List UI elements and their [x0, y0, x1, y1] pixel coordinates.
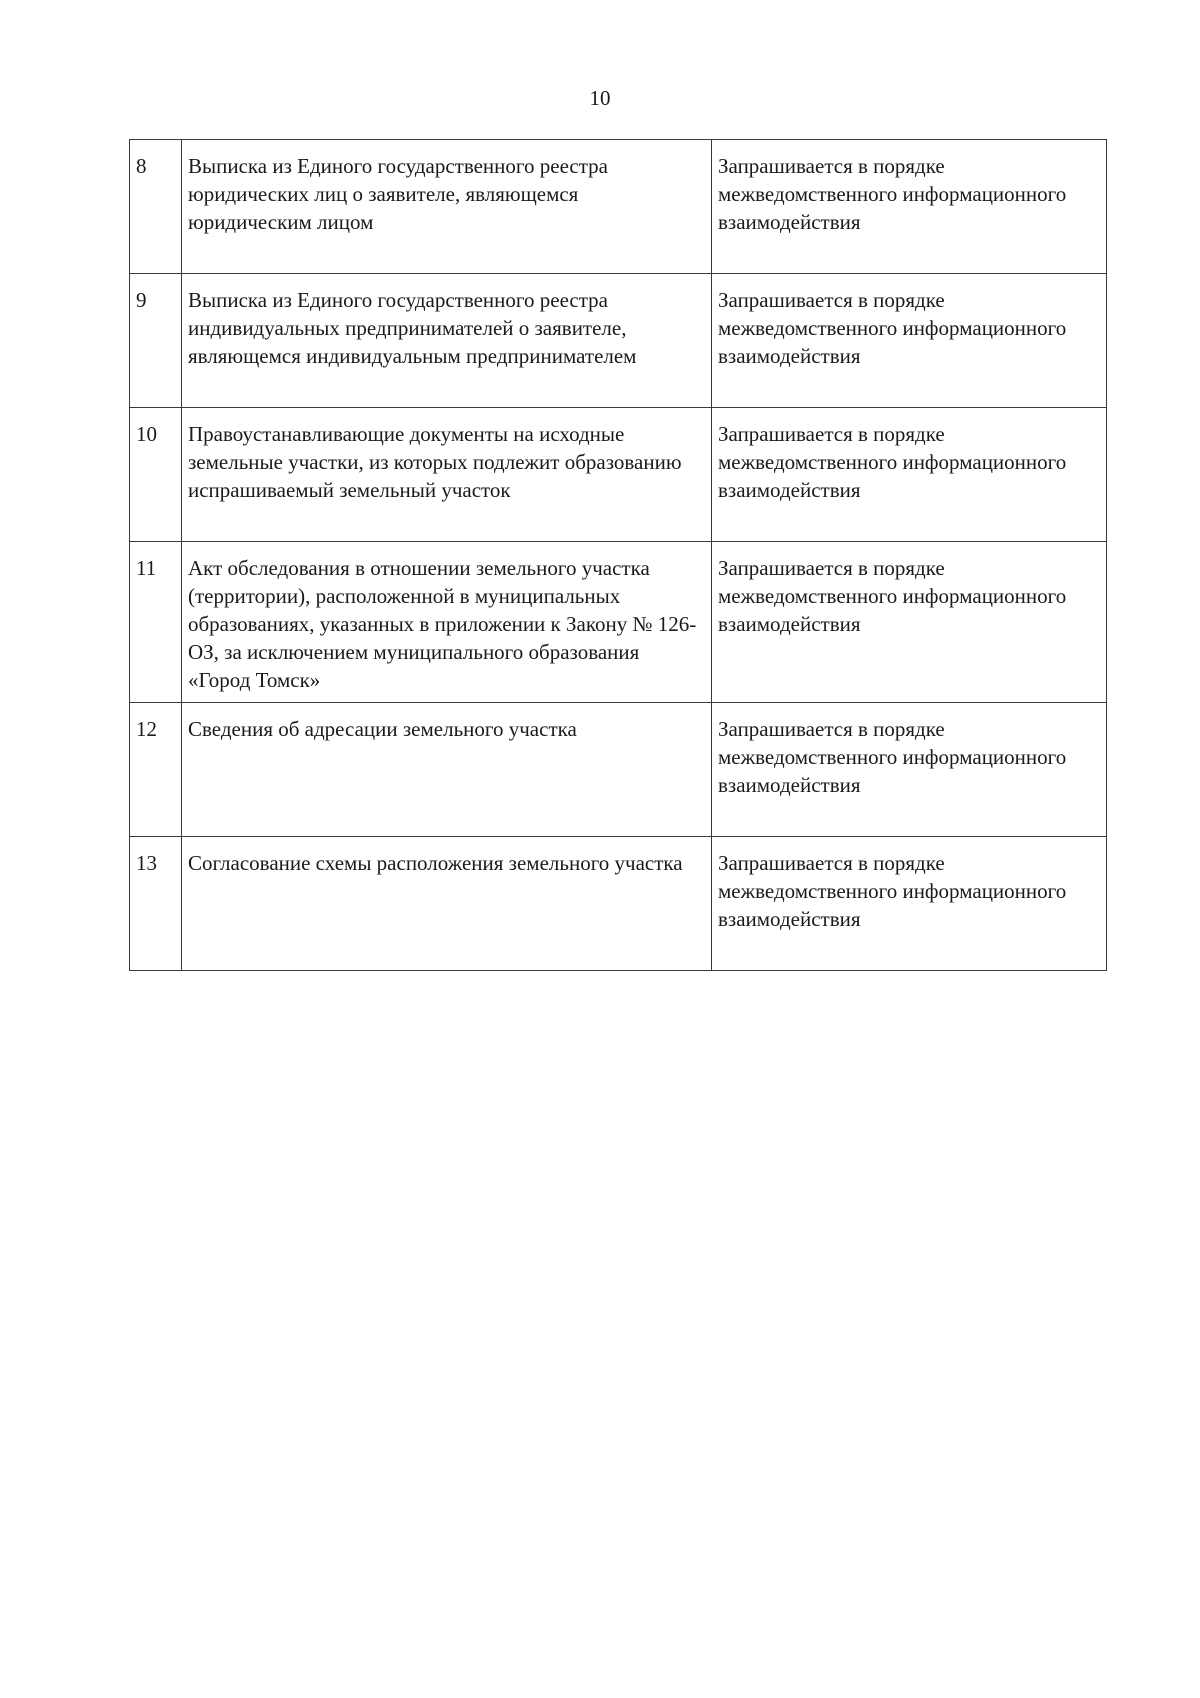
table-row: [130, 140, 1107, 274]
table-row: [130, 837, 1107, 971]
row-number: 8: [130, 140, 182, 274]
page-number: 10: [589, 86, 611, 110]
request-note: Запрашивается в порядке межведомственного информационного взаимодействия: [712, 408, 1107, 542]
document-name: Выписка из Единого государственного реестра юридических лиц о заявителе, являющемся юридическим лицом: [182, 140, 712, 274]
row-number: 12: [130, 703, 182, 837]
request-note: Запрашивается в порядке межведомственного информационного взаимодействия: [712, 274, 1107, 408]
document-name: Выписка из Единого государственного реестра индивидуальных предпринимателей о заявителе, являющемся индивидуальным предпринимателем: [182, 274, 712, 408]
document-name: Правоустанавливающие документы на исходные земельные участки, из которых подлежит образованию испрашиваемый земельный участок: [182, 408, 712, 542]
row-number: 13: [130, 837, 182, 971]
request-note: Запрашивается в порядке межведомственного информационного взаимодействия: [712, 703, 1107, 837]
request-note: Запрашивается в порядке межведомственного информационного взаимодействия: [712, 837, 1107, 971]
request-note: Запрашивается в порядке межведомственного информационного взаимодействия: [712, 140, 1107, 274]
row-number: 9: [130, 274, 182, 408]
documents-table: [129, 139, 1107, 971]
row-number: 10: [130, 408, 182, 542]
table-row: [130, 274, 1107, 408]
document-name: Согласование схемы расположения земельного участка: [182, 837, 712, 971]
table-row: [130, 542, 1107, 703]
document-name: Сведения об адресации земельного участка: [182, 703, 712, 837]
table-row: [130, 703, 1107, 837]
row-number: 11: [130, 542, 182, 703]
request-note: Запрашивается в порядке межведомственного информационного взаимодействия: [712, 542, 1107, 703]
document-name: Акт обследования в отношении земельного участка (территории), расположенной в муниципальных образованиях, указанных в приложении к Закону № 126-ОЗ, за исключением муниципального образования «Город Томск»: [182, 542, 712, 703]
table-row: [130, 408, 1107, 542]
